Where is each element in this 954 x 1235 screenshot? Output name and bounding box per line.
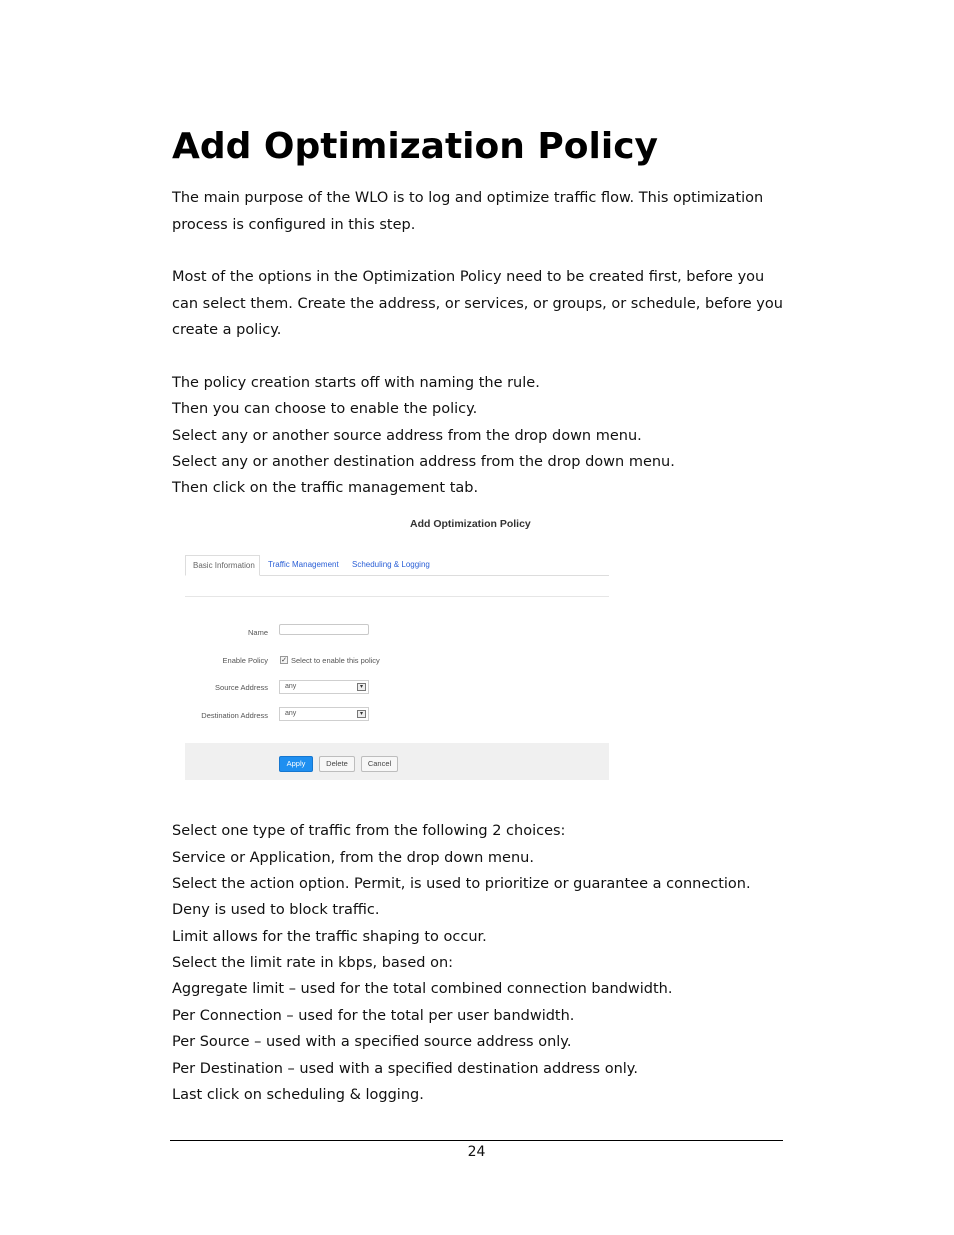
name-input[interactable] [279, 624, 369, 635]
source-address-select[interactable] [279, 680, 369, 694]
body-text-line: can select them. Create the address, or services, or groups, or schedule, before you [172, 296, 783, 312]
apply-button[interactable]: Apply [279, 756, 313, 772]
chevron-down-icon: ▾ [357, 683, 366, 691]
chevron-down-icon: ▾ [357, 710, 366, 718]
body-text-line: Select any or another source address from the drop down menu. [172, 428, 642, 444]
page-title: Add Optimization Policy [172, 126, 658, 167]
body-text-line: Per Destination – used with a specified destination address only. [172, 1061, 638, 1077]
destination-address-label: Destination Address [201, 711, 268, 720]
body-text-line: Aggregate limit – used for the total combined connection bandwidth. [172, 981, 673, 997]
body-text-line: create a policy. [172, 322, 282, 338]
delete-button[interactable]: Delete [319, 756, 355, 772]
body-text-line: Service or Application, from the drop down menu. [172, 850, 534, 866]
enable-policy-text: Select to enable this policy [291, 656, 380, 665]
body-text-line: Select the limit rate in kbps, based on: [172, 955, 454, 971]
body-text-line: Then you can choose to enable the policy. [172, 401, 478, 417]
body-text-line: Per Source – used with a specified source address only. [172, 1034, 572, 1050]
body-text-line: Most of the options in the Optimization Policy need to be created first, before you [172, 269, 765, 285]
body-text-line: Per Connection – used for the total per user bandwidth. [172, 1008, 575, 1024]
footer-divider [170, 1140, 783, 1141]
body-text-line: process is configured in this step. [172, 217, 416, 233]
tab-basic-information[interactable]: Basic Information [185, 555, 260, 576]
destination-address-value: any [285, 710, 297, 717]
name-label: Name [247, 628, 268, 637]
tab-scheduling-logging[interactable]: Scheduling & Logging [352, 560, 430, 569]
tab-strip [185, 555, 609, 576]
source-address-value: any [285, 683, 297, 690]
screenshot-title: Add Optimization Policy [410, 518, 531, 530]
enable-policy-checkbox[interactable]: ✓ [281, 656, 287, 664]
cancel-button[interactable]: Cancel [361, 756, 398, 772]
body-text-line: Select any or another destination address from the drop down menu. [172, 454, 675, 470]
body-text-line: The policy creation starts off with naming the rule. [172, 375, 540, 391]
enable-policy-label: Enable Policy [222, 656, 268, 665]
page-number: 24 [467, 1144, 486, 1160]
divider [185, 596, 609, 597]
source-address-label: Source Address [215, 683, 268, 692]
body-text-line: Select one type of traffic from the following 2 choices: [172, 823, 566, 839]
body-text-line: Deny is used to block traffic. [172, 902, 380, 918]
body-text-line: Last click on scheduling & logging. [172, 1087, 424, 1103]
body-text-line: Then click on the traffic management tab. [172, 480, 479, 496]
body-text-line: Select the action option. Permit, is used to prioritize or guarantee a connection. [172, 876, 751, 892]
body-text-line: Limit allows for the traffic shaping to occur. [172, 929, 487, 945]
tab-traffic-management[interactable]: Traffic Management [268, 560, 339, 569]
destination-address-select[interactable] [279, 707, 369, 721]
body-text-line: The main purpose of the WLO is to log and optimize traffic flow. This optimization [172, 190, 764, 206]
